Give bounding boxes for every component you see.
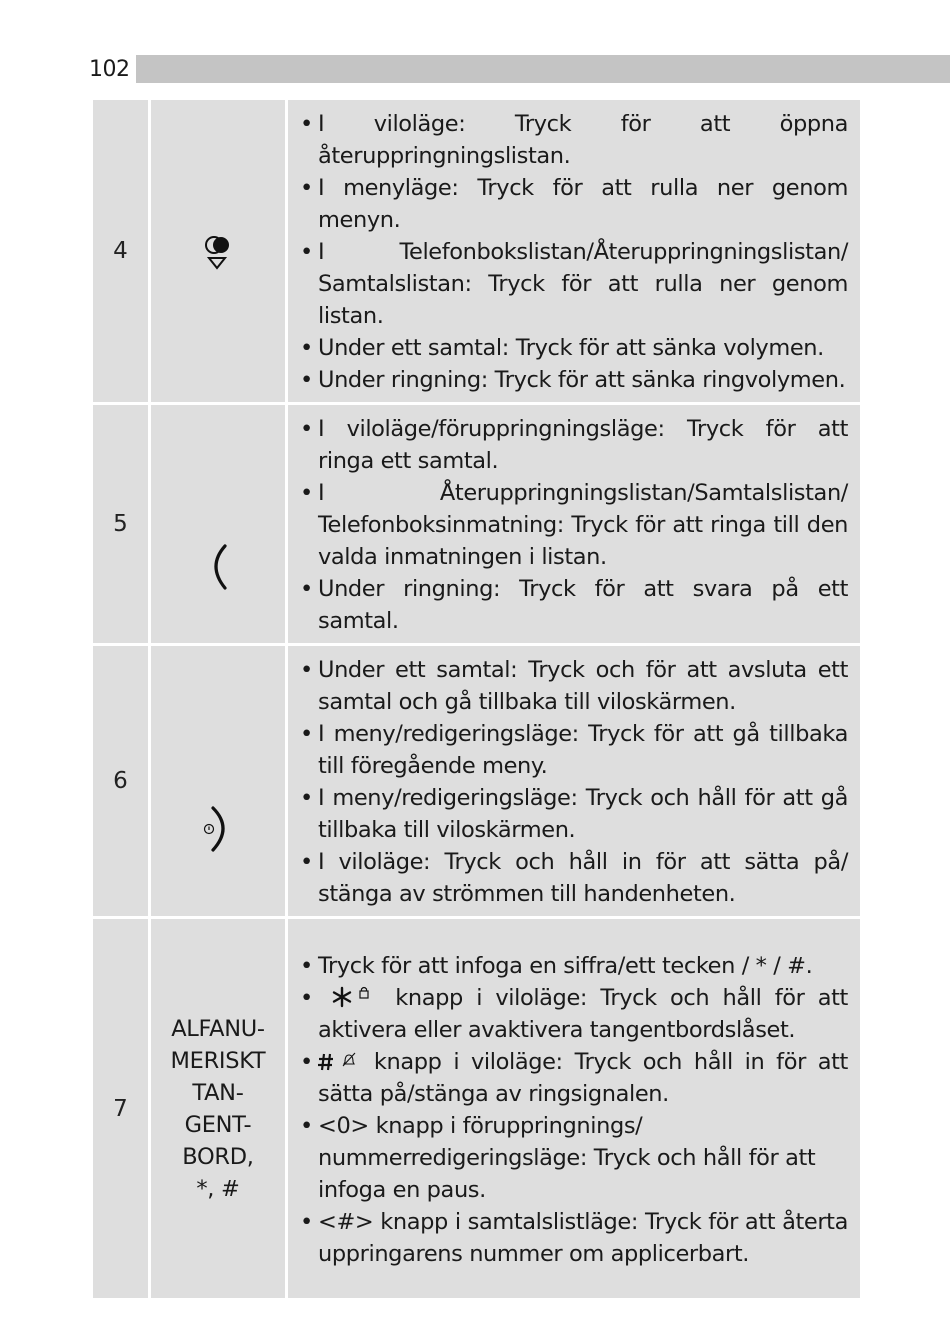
keypad-label: ALFANU- MERISKT TAN- GENT- BORD, *, # bbox=[170, 1015, 266, 1202]
list-item bbox=[300, 982, 848, 1046]
list-item: • I menyläge: Tryck för att rulla ner genom menyn. bbox=[300, 172, 848, 236]
end-power-key-icon bbox=[201, 804, 235, 854]
list-item: • I meny/redigeringsläge: Tryck för att gå tillbaka till föregående meny. bbox=[300, 718, 848, 782]
table-row bbox=[93, 645, 860, 918]
key-icon-cell bbox=[149, 645, 286, 918]
row-number: 6 bbox=[93, 645, 149, 918]
table-row bbox=[93, 918, 860, 1300]
key-label-cell bbox=[149, 918, 286, 1300]
row-number: 7 bbox=[93, 918, 149, 1300]
row-number: 5 bbox=[93, 404, 149, 645]
list-item: • I meny/redigeringsläge: Tryck och håll för att gå tillbaka till viloskärmen. bbox=[300, 782, 848, 846]
description-cell bbox=[287, 100, 861, 404]
list-item: • I Telefonbokslistan/Återuppringningslistan/ Samtalslistan: Tryck för att rulla ner genom listan. bbox=[300, 236, 848, 332]
bullet-list bbox=[300, 413, 848, 637]
list-item: • I viloläge/föruppringningsläge: Tryck för att ringa ett samtal. bbox=[300, 413, 848, 477]
list-item: • <#> knapp i samtalslistläge: Tryck för att återta uppringarens nummer om applicerbart. bbox=[300, 1206, 848, 1270]
star-keylock-icon bbox=[318, 985, 382, 1011]
description-cell bbox=[287, 645, 861, 918]
hash-ringer-off-icon bbox=[318, 1049, 362, 1075]
table-row bbox=[93, 100, 860, 404]
key-icon-cell bbox=[149, 100, 286, 404]
page-number: 102 bbox=[89, 55, 136, 83]
list-item: • Under ett samtal: Tryck och för att avsluta ett samtal och gå tillbaka till viloskärmen. bbox=[300, 654, 848, 718]
header-bar bbox=[93, 55, 950, 83]
hash-key-description: knapp i viloläge: Tryck och håll in för att sätta på/stänga av ringsignalen. bbox=[318, 1048, 848, 1107]
star-key-description: knapp i viloläge: Tryck och håll för att aktivera eller avaktivera tangentbordslåset. bbox=[318, 984, 848, 1043]
key-function-table bbox=[93, 100, 860, 1301]
description-cell bbox=[287, 918, 861, 1300]
list-item: • Under ett samtal: Tryck för att sänka volymen. bbox=[300, 332, 848, 364]
call-key-icon bbox=[203, 542, 233, 592]
list-item: • <0> knapp i föruppringnings/ nummerredigeringsläge: Tryck och håll för att infoga en paus. bbox=[300, 1110, 848, 1206]
key-icon-cell bbox=[149, 404, 286, 645]
list-item: • I viloläge: Tryck och håll in för att sätta på/ stänga av strömmen till handenheten. bbox=[300, 846, 848, 910]
description-cell bbox=[287, 404, 861, 645]
list-item: • Under ringning: Tryck för att svara på ett samtal. bbox=[300, 573, 848, 637]
volume-down-scroll-icon bbox=[201, 232, 235, 272]
bullet-list bbox=[300, 950, 848, 1270]
list-item: • Under ringning: Tryck för att sänka ringvolymen. bbox=[300, 364, 848, 396]
bullet-list bbox=[300, 654, 848, 910]
list-item: • I viloläge: Tryck för att öppna återuppringningslistan. bbox=[300, 108, 848, 172]
list-item: • Tryck för att infoga en siffra/ett tecken / * / #. bbox=[300, 950, 848, 982]
table-row bbox=[93, 404, 860, 645]
row-number: 4 bbox=[93, 100, 149, 404]
list-item: • I Återuppringningslistan/Samtalslistan/ Telefonboksinmatning: Tryck för att ringa till den valda inmatningen i listan. bbox=[300, 477, 848, 573]
list-item bbox=[300, 1046, 848, 1110]
bullet-list bbox=[300, 108, 848, 396]
